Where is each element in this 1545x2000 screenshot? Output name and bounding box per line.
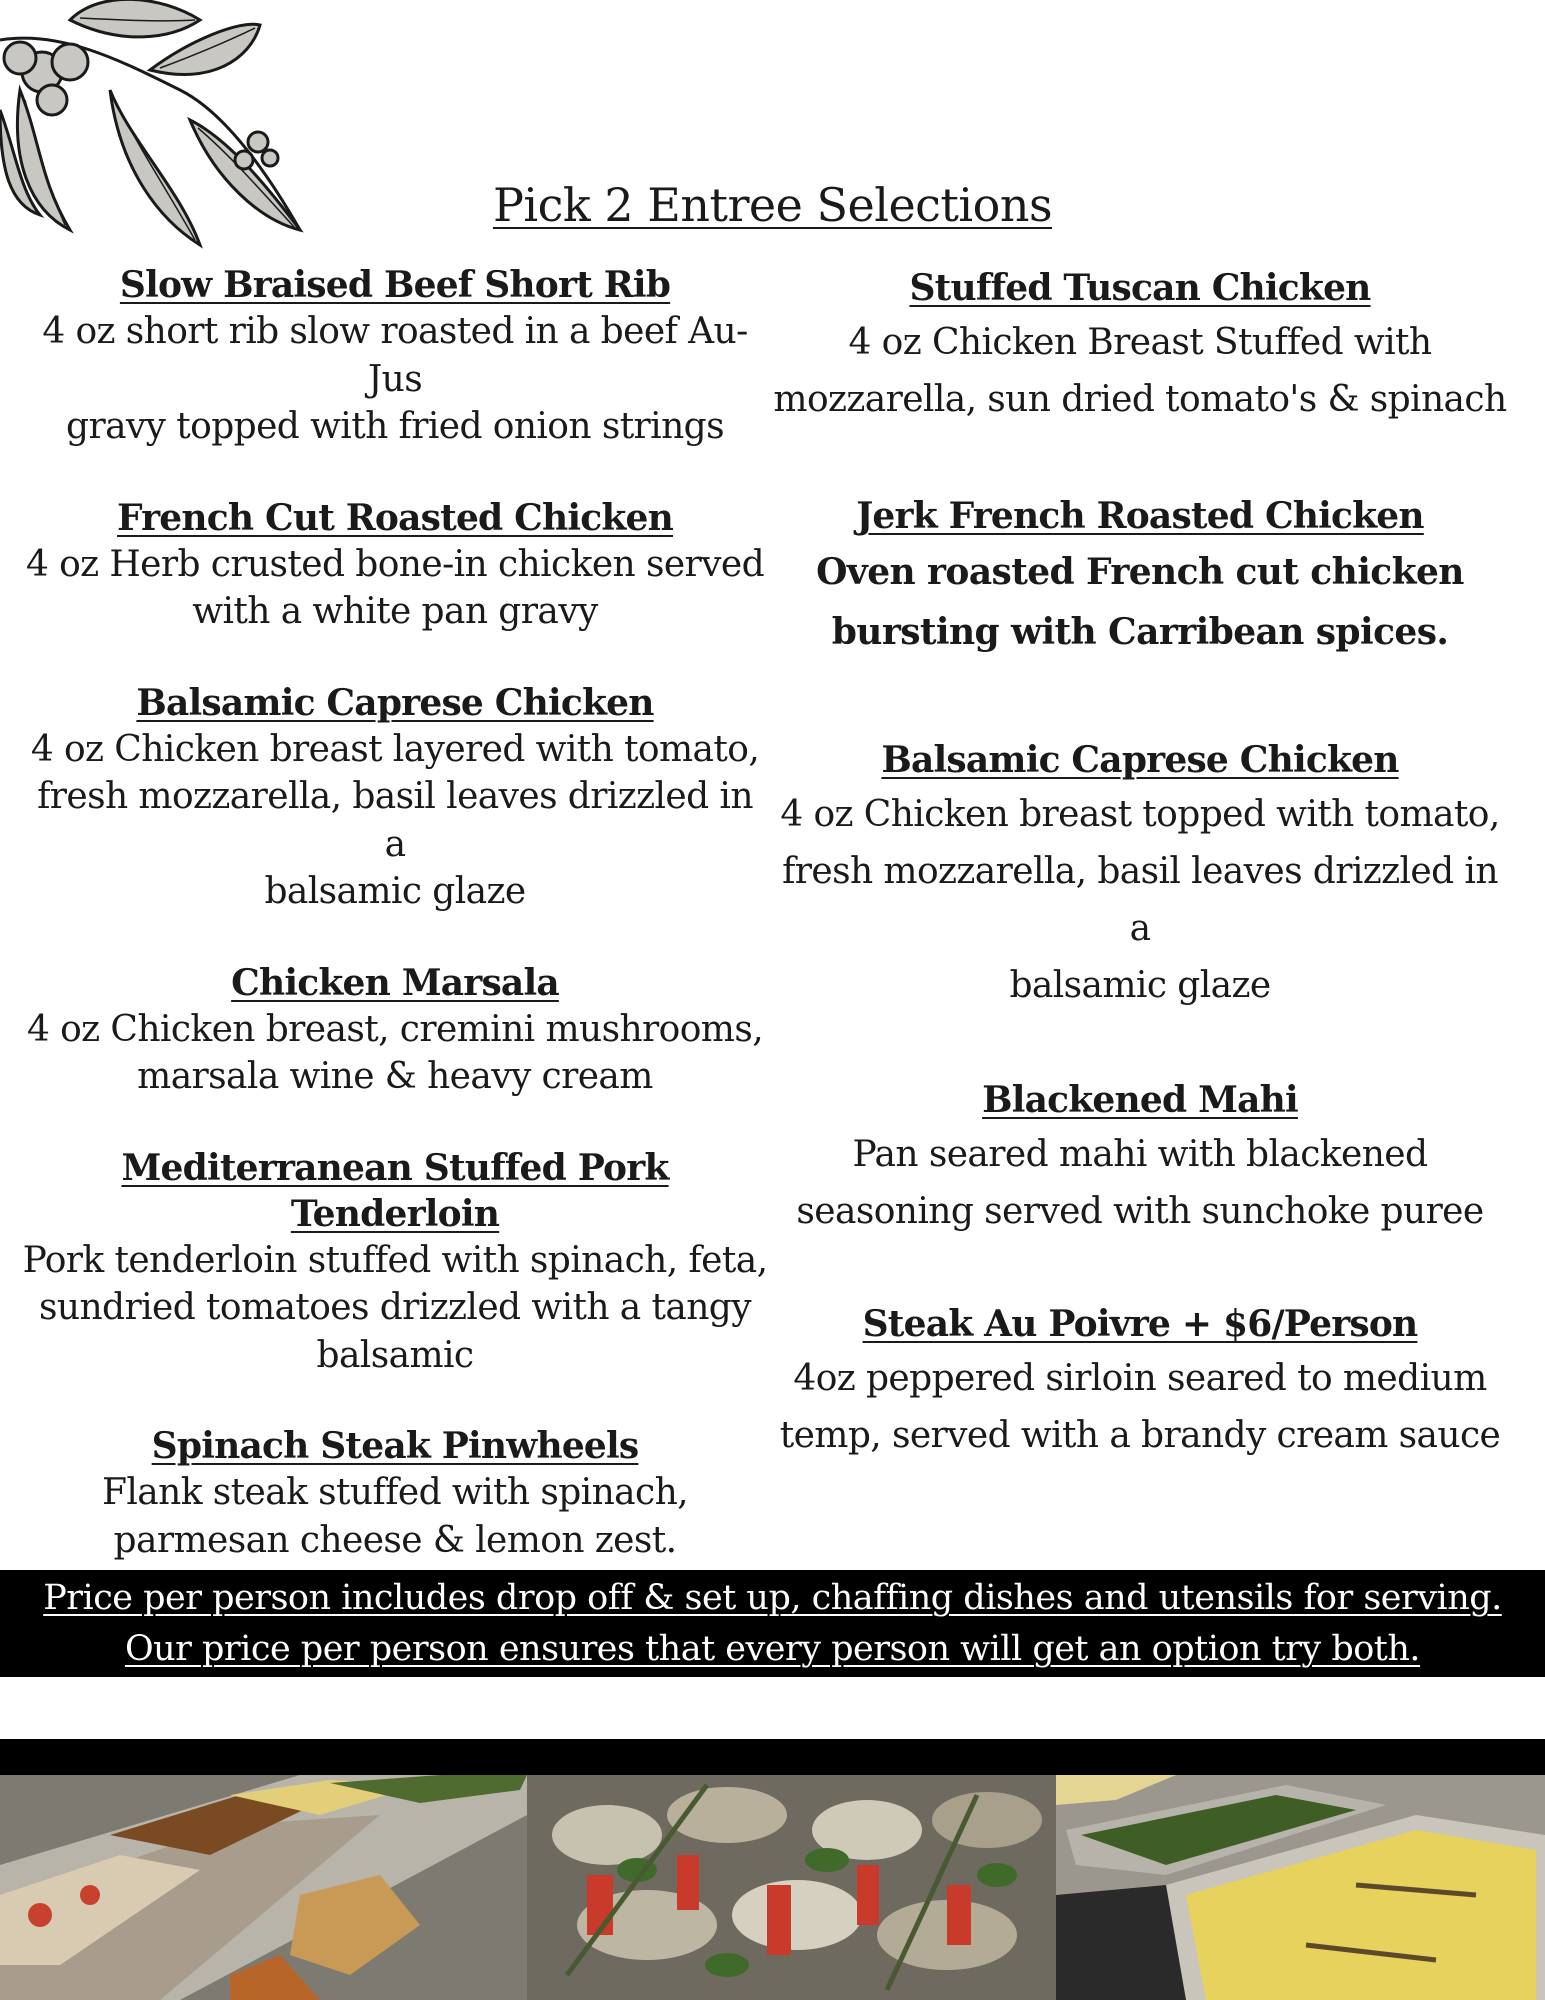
page-title: Pick 2 Entree Selections [492, 178, 1053, 232]
entree-description: Oven roasted French cut chicken [816, 551, 1464, 593]
entree-name: Jerk French Roasted Chicken [856, 495, 1424, 537]
entree-name: Chicken Marsala [231, 961, 559, 1004]
entree-description: Pan seared mahi with blackened [852, 1134, 1428, 1175]
entree-name: Stuffed Tuscan Chicken [909, 267, 1371, 309]
entree-description: with a white pan gravy [192, 591, 598, 632]
caprese-chicken-platter-photo-icon [527, 1775, 1056, 2000]
entree-description: sundried tomatoes drizzled with a tangy [39, 1287, 751, 1328]
entree-description: balsamic glaze [264, 871, 526, 912]
entree-description: fresh mozzarella, basil leaves drizzled in a [782, 851, 1498, 949]
photo-strip [0, 1739, 1545, 2000]
entree-item [770, 1074, 1510, 1240]
entree-description: Pork tenderloin stuffed with spinach, feta, [22, 1239, 768, 1281]
entree-description: gravy topped with fried onion strings [66, 406, 724, 447]
entree-description: parmesan cheese & lemon zest. [113, 1519, 677, 1561]
entree-description: temp, served with a brandy cream sauce [779, 1415, 1501, 1456]
entree-item [770, 262, 1510, 428]
entree-name: Balsamic Caprese Chicken [136, 681, 654, 724]
entree-description: mozzarella, sun dried tomato's & spinach [773, 379, 1507, 420]
entree-description: seasoning served with sunchoke puree [796, 1191, 1484, 1232]
entree-description: 4oz peppered sirloin seared to medium [793, 1358, 1487, 1399]
entree-column-right [770, 262, 1510, 1464]
entree-item [22, 960, 768, 1101]
entree-description: 4 oz Herb crusted bone-in chicken served [25, 543, 765, 585]
entree-item [22, 680, 768, 916]
entree-column-left [22, 262, 768, 1608]
entree-name: Steak Au Poivre + $6/Person [862, 1303, 1418, 1345]
entree-item [770, 490, 1510, 662]
notice-line: Price per person includes drop off & set up, chaffing dishes and utensils for serving. [43, 1578, 1502, 1618]
entree-description: Flank steak stuffed with spinach, [101, 1472, 689, 1513]
entree-name: Mediterranean Stuffed Pork Tenderloin [121, 1146, 669, 1235]
entree-item [22, 1145, 768, 1380]
entree-description: balsamic glaze [1009, 965, 1271, 1006]
entree-item [770, 734, 1510, 1014]
entree-name: Spinach Steak Pinwheels [151, 1425, 639, 1467]
entree-description: balsamic [316, 1334, 474, 1376]
pricing-notice-banner [0, 1570, 1545, 1677]
entree-name: French Cut Roasted Chicken [117, 496, 673, 539]
entree-description: 4 oz Chicken breast layered with tomato, [30, 728, 760, 770]
entree-name: Balsamic Caprese Chicken [881, 739, 1399, 781]
entree-description: bursting with Carribean spices. [831, 611, 1449, 653]
entree-description: 4 oz Chicken breast topped with tomato, [780, 794, 1500, 835]
entree-description: 4 oz short rib slow roasted in a beef Au-Jus [42, 311, 748, 400]
green-beans-and-casserole-photo-icon [1056, 1775, 1545, 2000]
entree-description: 4 oz Chicken breast, cremini mushrooms, [26, 1008, 764, 1050]
entree-description: 4 oz Chicken Breast Stuffed with [848, 322, 1432, 363]
entree-name: Slow Braised Beef Short Rib [119, 264, 671, 306]
entree-item [22, 1423, 768, 1564]
entree-item [770, 1298, 1510, 1464]
notice-line: Our price per person ensures that every person will get an option try both. [124, 1629, 1421, 1669]
entree-description: fresh mozzarella, basil leaves drizzled in a [37, 776, 753, 865]
buffet-chafing-dishes-photo-icon [0, 1775, 527, 2000]
entree-item [22, 262, 768, 451]
entree-item [22, 495, 768, 636]
entree-description: marsala wine & heavy cream [137, 1056, 653, 1097]
entree-name: Blackened Mahi [982, 1079, 1298, 1121]
